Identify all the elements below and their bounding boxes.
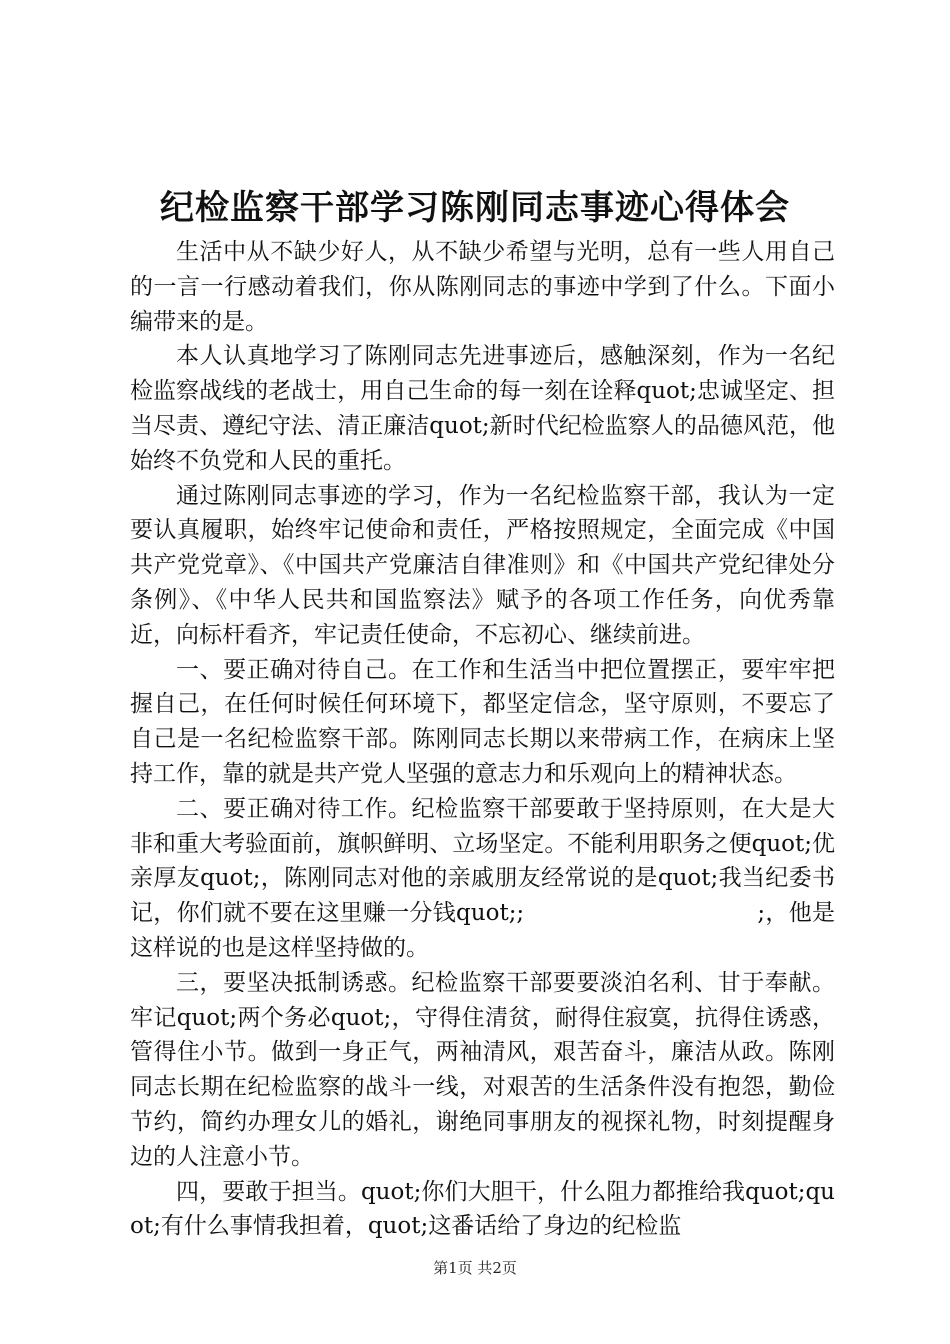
document-body [130, 235, 835, 1244]
paragraph-point-one: 一、要正确对待自己。在工作和生活当中把位置摆正，要牢牢把握自己，在任何时候任何环境下，都坚定信念，坚守原则，不要忘了自己是一名纪检监察干部。陈刚同志长期以来带病工作，在病床上坚持工作，靠的就是共产党人坚强的意志力和乐观向上的精神状态。 [130, 656, 835, 787]
paragraph-point-two: 二、要正确对待工作。纪检监察干部要敢于坚持原则，在大是大非和重大考验面前，旗帜鲜明、立场坚定。不能利用职务之便quot;优亲厚友quot;，陈刚同志对他的亲戚朋友经常说的是quot;我当纪委书记，你们就不要在这里赚一分钱quot;; ;，他是这样说的也是这样坚持做的。 [130, 795, 835, 961]
paragraph-point-three: 三，要坚决抵制诱惑。纪检监察干部要要淡泊名利、甘于奉献。牢记quot;两个务必quot;，守得住清贫，耐得住寂寞，抗得住诱惑，管得住小节。做到一身正气，两袖清风，艰苦奋斗，廉洁从政。陈刚同志长期在纪检监察的战斗一线，对艰苦的生活条件没有抱怨，勤俭节约，简约办理女儿的婚礼，谢绝同事朋友的视探礼物，时刻提醒身边的人注意小节。 [130, 969, 835, 1170]
paragraph-study: 本人认真地学习了陈刚同志先进事迹后，感触深刻，作为一名纪检监察战线的老战士，用自己生命的每一刻在诠释quot;忠诚坚定、担当尽责、遵纪守法、清正廉洁quot;新时代纪检监察人的品德风范，他始终不负党和人民的重托。 [130, 343, 835, 474]
page-number-footer: 第1页 共2页 [433, 1259, 517, 1277]
document-title: 纪检监察干部学习陈刚同志事迹心得体会 [160, 188, 790, 228]
paragraph-intro: 生活中从不缺少好人，从不缺少希望与光明，总有一些人用自己的一言一行感动着我们，你从陈刚同志的事迹中学到了什么。下面小编带来的是。 [130, 239, 835, 335]
paragraph-duty: 通过陈刚同志事迹的学习，作为一名纪检监察干部，我认为一定要认真履职，始终牢记使命和责任，严格按照规定，全面完成《中国共产党党章》、《中国共产党廉洁自律准则》和《中国共产党纪律处分条例》、《中华人民共和国监察法》赋予的各项工作任务，向优秀靠近，向标杆看齐，牢记责任使命，不忘初心、继续前进。 [130, 482, 835, 648]
paragraph-point-four: 四，要敢于担当。quot;你们大胆干，什么阻力都推给我quot;quot;有什么事情我担着，quot;这番话给了身边的纪检监 [130, 1178, 835, 1240]
